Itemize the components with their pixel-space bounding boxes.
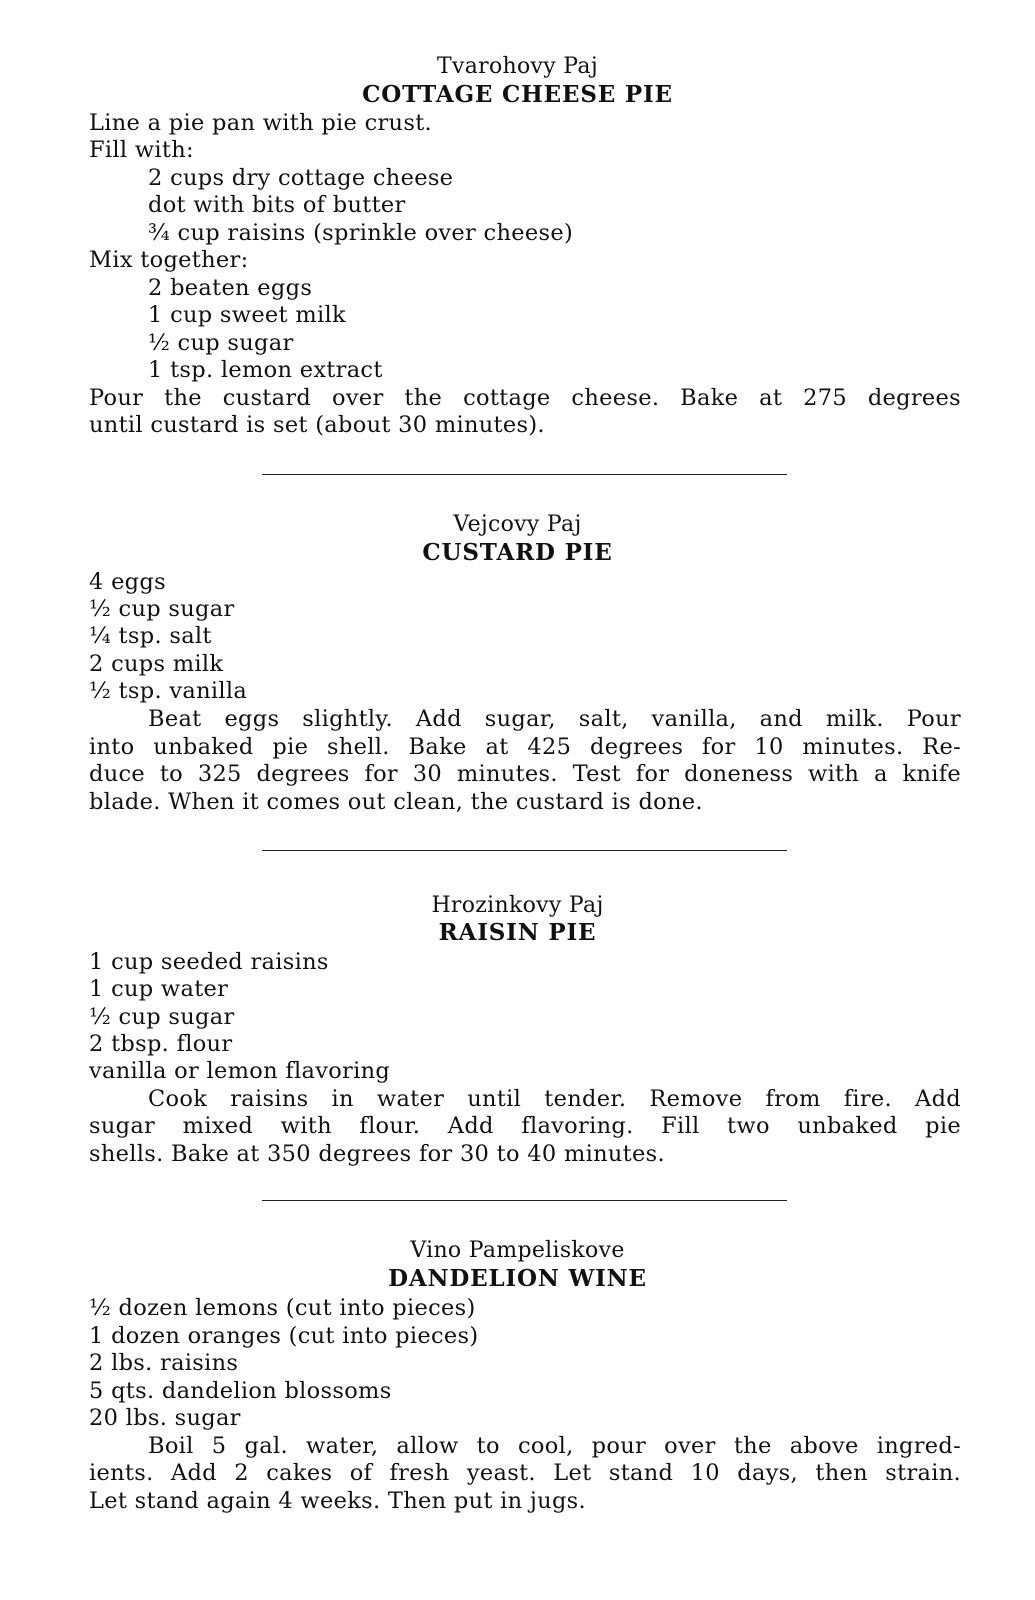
recipe-title-english: DANDELION WINE xyxy=(388,1265,647,1292)
recipe-title-english: CUSTARD PIE xyxy=(422,539,613,566)
ingredient-line: 2 cups milk xyxy=(89,651,224,677)
ingredient-line: 1 cup seeded raisins xyxy=(89,949,329,975)
ingredient-line: ¼ tsp. salt xyxy=(89,623,212,649)
ingredient-line: ¾ cup raisins (sprinkle over cheese) xyxy=(148,220,574,246)
ingredient-line: 20 lbs. sugar xyxy=(89,1405,241,1431)
recipe-title-english: RAISIN PIE xyxy=(438,919,597,946)
ingredient-line: ½ cup sugar xyxy=(89,1004,235,1030)
instruction-line: duce to 325 degrees for 30 minutes. Test for doneness with a knife xyxy=(89,761,961,787)
ingredient-line: 2 lbs. raisins xyxy=(89,1350,239,1376)
instruction-line: Let stand again 4 weeks. Then put in jugs. xyxy=(89,1488,586,1514)
section-divider xyxy=(262,1200,787,1201)
ingredient-line: 1 cup water xyxy=(89,976,229,1002)
instruction-line: ients. Add 2 cakes of fresh yeast. Let stand 10 days, then strain. xyxy=(89,1460,961,1486)
ingredient-line: ½ cup sugar xyxy=(89,596,235,622)
instruction-line: Mix together: xyxy=(89,247,249,273)
ingredient-line: 1 tsp. lemon extract xyxy=(148,357,383,383)
instruction-line: Line a pie pan with pie crust. xyxy=(89,110,432,136)
ingredient-line: 2 beaten eggs xyxy=(148,275,313,301)
ingredient-line: 1 cup sweet milk xyxy=(148,302,346,328)
ingredient-line: 4 eggs xyxy=(89,569,166,595)
ingredient-line: vanilla or lemon flavoring xyxy=(89,1058,391,1084)
instruction-line: Pour the custard over the cottage cheese. Bake at 275 degrees xyxy=(89,385,961,411)
recipe-title-czech: Hrozinkovy Paj xyxy=(431,893,604,918)
recipe-title-english: COTTAGE CHEESE PIE xyxy=(362,81,673,108)
instruction-line: until custard is set (about 30 minutes). xyxy=(89,412,545,438)
ingredient-line: 2 tbsp. flour xyxy=(89,1031,233,1057)
section-divider xyxy=(262,474,787,475)
instruction-line: into unbaked pie shell. Bake at 425 degrees for 10 minutes. Re- xyxy=(89,734,961,760)
instruction-line: blade. When it comes out clean, the custard is done. xyxy=(89,789,703,815)
ingredient-line: ½ dozen lemons (cut into pieces) xyxy=(89,1295,476,1321)
instruction-line: Cook raisins in water until tender. Remove from fire. Add xyxy=(148,1086,961,1112)
section-divider xyxy=(262,850,787,851)
recipe-title-czech: Vino Pampeliskove xyxy=(410,1238,625,1263)
instruction-line: Boil 5 gal. water, allow to cool, pour over the above ingred- xyxy=(148,1433,961,1459)
ingredient-line: dot with bits of butter xyxy=(148,192,406,218)
instruction-line: Beat eggs slightly. Add sugar, salt, vanilla, and milk. Pour xyxy=(148,706,961,732)
recipe-title-czech: Vejcovy Paj xyxy=(453,512,582,537)
ingredient-line: 2 cups dry cottage cheese xyxy=(148,165,454,191)
ingredient-line: 5 qts. dandelion blossoms xyxy=(89,1378,392,1404)
instruction-line: sugar mixed with flour. Add flavoring. Fill two unbaked pie xyxy=(89,1113,961,1139)
instruction-line: shells. Bake at 350 degrees for 30 to 40 minutes. xyxy=(89,1141,665,1167)
instruction-line: Fill with: xyxy=(89,137,194,163)
ingredient-line: ½ tsp. vanilla xyxy=(89,678,248,704)
recipe-title-czech: Tvarohovy Paj xyxy=(437,54,598,79)
ingredient-line: ½ cup sugar xyxy=(148,330,294,356)
ingredient-line: 1 dozen oranges (cut into pieces) xyxy=(89,1323,479,1349)
